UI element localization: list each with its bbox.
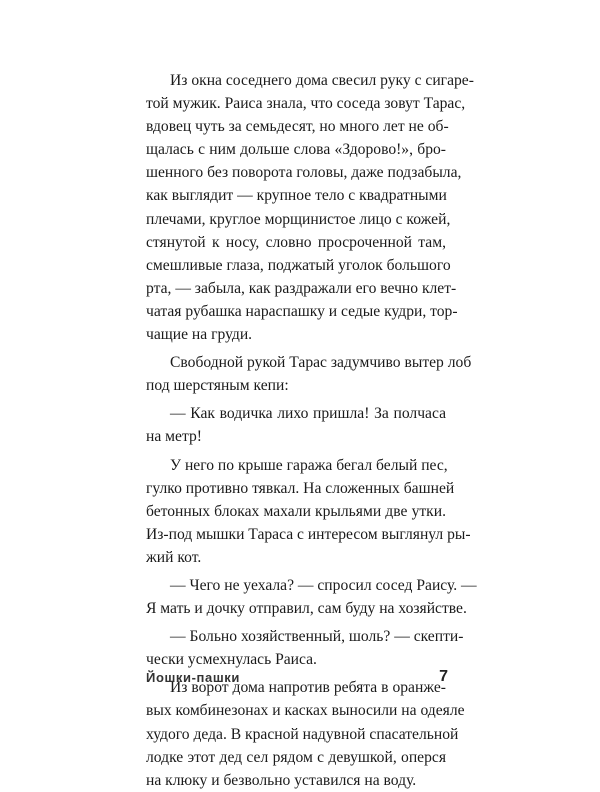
text-line: жий кот. (146, 548, 202, 566)
text-line: стянутой к носу, словно просроченной там, (146, 233, 446, 251)
text-line: на метр! (146, 428, 202, 446)
text-line: Из окна соседнего дома свесил руку с сигаре- (170, 72, 474, 89)
text-line: чатая рубашка нараспашку и седые кудри, тор- (146, 302, 458, 320)
text-line: худого деда. В красной надувной спасательной (146, 725, 459, 743)
text-line: вых комбинезонах и касках выносили на одеяле (146, 702, 465, 720)
text-line: как выглядит — крупное тело с квадратными (146, 187, 447, 205)
text-line: рта, — забыла, как раздражали его вечно клет- (146, 279, 457, 297)
text-line: Из-под мышки Тараса с интересом выглянул ры- (146, 525, 471, 543)
text-line: — Чего не уехала? — спросил сосед Раису. — (170, 576, 477, 594)
text-line: Я мать и дочку отправил, сам буду на хозяйстве. (146, 600, 467, 618)
text-line: шенного без поворота головы, даже подзабыла, (146, 164, 462, 182)
text-line: смешливые глаза, поджатый уголок большого (146, 256, 451, 274)
running-title: Йошки-пашки (146, 670, 240, 685)
text-line: чески усмехнулась Раиса. (146, 651, 317, 669)
text-line: чащие на груди. (146, 326, 253, 344)
text-line: — Как водичка лихо пришла! За полчаса (170, 405, 446, 423)
text-line: Из ворот дома напротив ребята в оранже- (170, 679, 446, 697)
text-line: на клюку и безвольно уставился на воду. (146, 771, 417, 789)
text-line: У него по крыше гаража бегал белый пес, (170, 456, 448, 474)
page-number: 7 (439, 668, 448, 685)
text-line: лодке этот дед сел рядом с девушкой, оперся (146, 748, 446, 766)
text-line: бетонных блоках махали крыльями две утки. (146, 502, 446, 520)
text-line: Свободной рукой Тарас задумчиво вытер лоб (170, 354, 472, 372)
text-line: — Больно хозяйственный, шоль? — скепти- (170, 628, 464, 646)
text-line: плечами, круглое морщинистое лицо с кожей, (146, 210, 451, 228)
text-line: щалась с ним дольше слова «Здорово!», бро- (146, 141, 446, 159)
text-line: вдовец чуть за семьдесят, но много лет не об- (146, 118, 449, 136)
text-line: под шерстяным кепи: (146, 377, 289, 395)
page-footer (146, 670, 448, 694)
text-line: гулко противно тявкал. На сложенных башней (146, 479, 455, 497)
text-line: той мужик. Раиса знала, что соседа зовут Тарас, (146, 95, 466, 113)
